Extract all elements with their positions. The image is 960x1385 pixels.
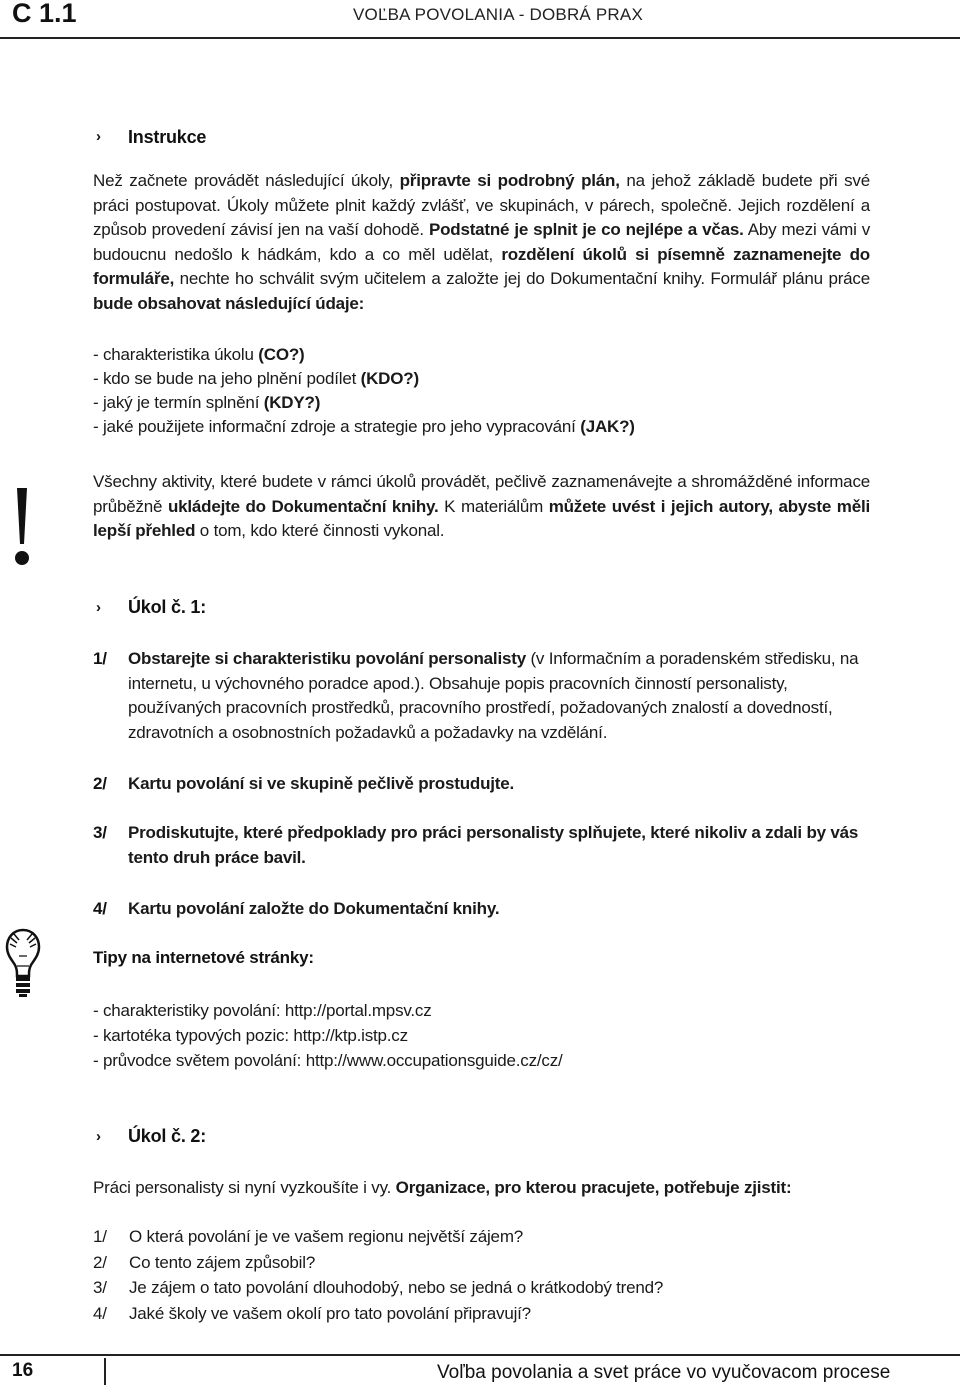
list-item: - jaký je termín splnění (KDY?) <box>93 393 321 412</box>
list-item: 4/ Jaké školy ve vašem okolí pro tato povolání připravují? <box>93 1303 531 1323</box>
warning-paragraph: Všechny aktivity, které budete v rámci úkolů provádět, pečlivě zaznamenávejte a shromážděné informace průběžně ukládejte do Dokumentační knihy. K materiálům můžete uvést i jejich autory, abyste měli lepší přehled o tom, kdo které činnosti vykonal. <box>93 472 871 540</box>
task1-item-4: Kartu povolání založte do Dokumentační knihy. <box>128 899 500 918</box>
chevron-icon: › <box>96 599 101 616</box>
list-item: 1/ O která povolání je ve vašem regionu největší zájem? <box>93 1227 524 1246</box>
list-item: - jaké použijete informační zdroje a strategie pro jeho vypracování (JAK?) <box>93 417 635 436</box>
task2-heading: Úkol č. 2: <box>128 1126 207 1146</box>
list-item: 3/ Je zájem o tato povolání dlouhodobý, nebo se jedná o krátkodobý trend? <box>93 1278 664 1297</box>
chapter-code: C 1.1 <box>12 0 77 28</box>
instructions-paragraph <box>93 169 870 316</box>
tip-link[interactable]: http://www.occupationsguide.cz/cz/ <box>305 1051 563 1070</box>
para-part-bold: bude obsahovat následující údaje: <box>93 293 365 313</box>
header-rule <box>0 37 960 39</box>
para-part: Aby mezi vámi v budoucnu nedošlo k hádkám, kdo a co měl udělat, <box>93 220 871 264</box>
list-item: - kartotéka typových pozic: http://ktp.istp.cz <box>93 1026 408 1045</box>
tips-list <box>93 998 870 1073</box>
task1-item-1: Obstarejte si charakteristiku povolání personalisty (v Informačním a poradenském středisku, na internetu, u výchovného poradce apod.). Obsahuje popis pracovních činností personalisty, používaných pracovních prostředků, pracovního prostředí, požadovaných znalostí a dovedností, zdravotních a osobnostních požadavků a požadavky na vzdělání. <box>128 649 859 742</box>
list-item: - charakteristika úkolu (CO?) <box>93 345 305 364</box>
page-number: 16 <box>12 1360 34 1381</box>
tips-heading: Tipy na internetové stránky: <box>93 948 314 967</box>
chevron-icon: › <box>96 1128 101 1145</box>
item-number: 4/ <box>93 899 107 918</box>
task2-intro: Práci personalisty si nyní vyzkoušíte i vy. Organizace, pro kterou pracujete, potřebuje zjistit: <box>93 1178 792 1197</box>
task2-questions <box>93 1224 870 1326</box>
list-item: - průvodce světem povolání: http://www.occupationsguide.cz/cz/ <box>93 1051 563 1070</box>
instructions-heading: Instrukce <box>128 127 207 147</box>
list-item: 2/ Co tento zájem způsobil? <box>93 1252 316 1272</box>
list-item: - kdo se bude na jeho plnění podílet (KDO?) <box>93 369 419 388</box>
chevron-icon: › <box>96 128 101 145</box>
para-part: na jehož základě budete při své práci postupovat. Úkoly můžete plnit každý zvlášť, ve skupinách, v párech, společně. Jejich rozdělení a způsob provedení závisí jen na vaší dohodě. <box>93 171 870 239</box>
footer-title: Voľba povolania a svet práce vo vyučovacom procese <box>437 1362 891 1383</box>
para-part-bold: Podstatné je splnit je co nejlépe a včas. <box>428 220 744 239</box>
exclamation-icon <box>14 488 30 566</box>
para-part-bold: rozdělení úkolů si písemně zaznamenejte do formuláře, <box>93 244 870 288</box>
list-item: - charakteristiky povolání: http://portal.mpsv.cz <box>93 1001 432 1020</box>
header-title: VOĽBA POVOLANIA - DOBRÁ PRAX <box>353 5 643 24</box>
task1-item-3: Prodiskutujte, které předpoklady pro práci personalisty splňujete, které nikoliv a zdali by vás tento druh práce bavil. <box>128 823 859 867</box>
tip-link[interactable]: http://ktp.istp.cz <box>293 1026 408 1045</box>
footer-rule <box>0 1354 960 1356</box>
item-number: 1/ <box>93 649 107 668</box>
item-number: 2/ <box>93 774 107 793</box>
item-number: 3/ <box>93 823 107 842</box>
plan-fields-list <box>93 343 870 439</box>
para-part: nechte ho schválit svým učitelem a založte jej do Dokumentační knihy. Formulář plánu práce <box>174 269 870 288</box>
footer-separator <box>104 1358 106 1385</box>
para-part-bold: připravte si podrobný plán, <box>399 171 620 190</box>
lightbulb-icon <box>5 928 41 998</box>
task1-heading: Úkol č. 1: <box>128 597 207 617</box>
tip-link[interactable]: http://portal.mpsv.cz <box>284 1001 432 1020</box>
para-part: Než začnete provádět následující úkoly, <box>93 171 400 190</box>
task1-item-2: Kartu povolání si ve skupině pečlivě prostudujte. <box>128 774 515 793</box>
